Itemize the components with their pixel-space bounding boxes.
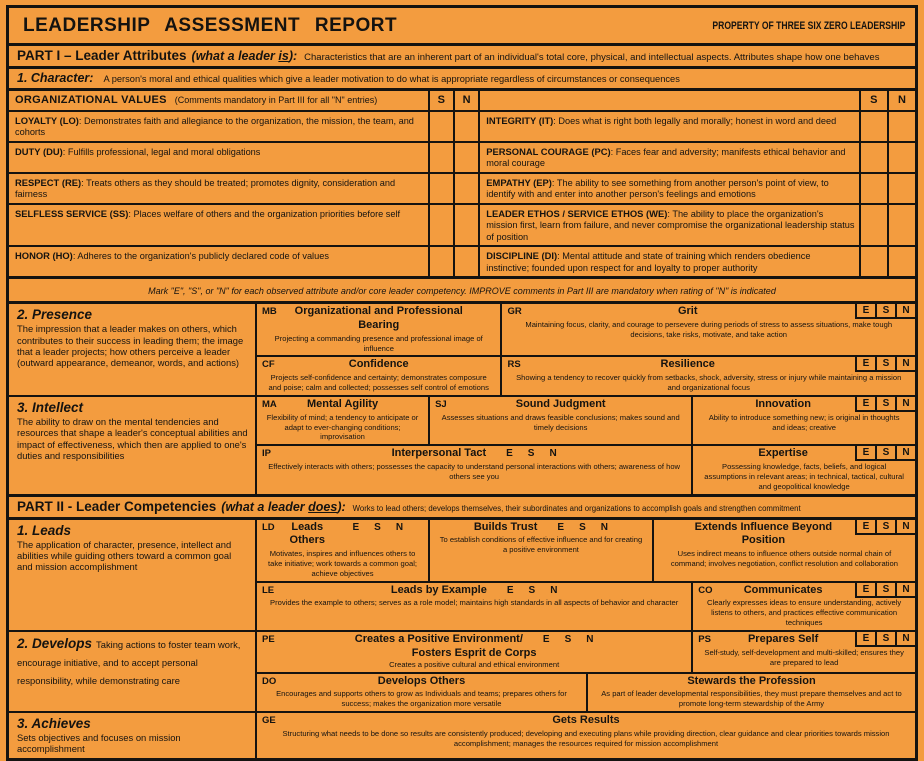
attribute-description: Provides the example to others; serves as a role model; maintains high standards in all aspects of behavior and character — [270, 598, 679, 608]
rating-box-n[interactable]: N — [895, 446, 915, 461]
mark-cell-n-selfless-service-ss[interactable] — [453, 203, 478, 246]
attribute-description: Encourages and supports others to grow as Individuals and teams; prepares others for success; makes the organization more versatile — [276, 689, 567, 709]
value-personal-courage-pc: PERSONAL COURAGE (PC): Faces fear and adversity; manifests ethical behavior and moral courage — [478, 141, 859, 172]
mark-cell-s-selfless-service-ss[interactable] — [428, 203, 453, 246]
rating-letter-n[interactable]: N — [550, 584, 558, 596]
column-header-s: S — [859, 91, 887, 110]
rating-box-e[interactable]: E — [855, 520, 875, 535]
rating-letters-esn — [506, 448, 557, 459]
attribute-code-cf: CF — [262, 359, 275, 371]
attribute-title: Resilience — [660, 358, 715, 371]
mark-instruction-band — [9, 276, 915, 301]
character-band — [9, 66, 915, 88]
rating-letter-n[interactable]: N — [395, 521, 404, 533]
cell-mental-agility — [257, 397, 428, 444]
mark-cell-n-discipline-di[interactable] — [887, 245, 915, 276]
section-2-presence — [9, 304, 915, 395]
attribute-code-le: LE — [262, 584, 275, 596]
attribute-code-co: CO — [698, 584, 713, 596]
rating-box-s[interactable]: S — [875, 304, 895, 319]
attribute-title: Leads by Example — [390, 583, 487, 596]
attribute-description: Projects self-confidence and certainty; demonstrates composure and poise; calm and collected; possesses self control of emotions — [268, 373, 489, 393]
attribute-title: Innovation — [755, 397, 811, 410]
mark-instruction: Mark "E", "S", or "N" for each observed attribute and/or core leader competency. IMPROVE comments in Part III are mandatory when rating of "N" is indicated — [148, 286, 776, 297]
attribute-title: Extends Influence Beyond Position — [694, 520, 833, 547]
part2-competencies-grid — [9, 517, 915, 758]
attribute-description: Clearly expresses ideas to ensure understanding, actively listens to others, and practices effective communication techniques — [707, 598, 902, 628]
cell-confidence — [257, 357, 500, 394]
attribute-description: As part of leader developmental responsibilities, they must prepare themselves and act to promote long-term stewardship of the Army — [601, 689, 902, 709]
mark-cell-s-discipline-di[interactable] — [859, 245, 887, 276]
mark-cell-n-loyalty-lo[interactable] — [453, 110, 478, 141]
attribute-code-ip: IP — [262, 448, 271, 460]
column-header-n: N — [887, 91, 915, 110]
section-description: Taking actions to foster team work, encourage initiative, and to accept personal responsibility, while demonstrating care — [17, 639, 241, 686]
cell-grit — [500, 304, 915, 355]
rating-box-s[interactable]: S — [875, 583, 895, 598]
attribute-description: Motivates, inspires and influences others to take initiative; work towards a common goal; achieve objectives — [268, 549, 418, 578]
rating-letter-n[interactable]: N — [586, 634, 594, 645]
form-frame — [6, 5, 918, 761]
attribute-description: Flexibility of mind; a tendency to anticipate or adapt to ever-changing conditions; improvisation — [266, 412, 419, 442]
values-table-header-right — [478, 91, 859, 110]
property-notice: PROPERTY OF THREE SIX ZERO LEADERSHIP — [712, 20, 905, 32]
cell-expertise — [691, 446, 915, 493]
attribute-description: Self-study, self-development and multi-skilled; ensures they are prepared to lead — [704, 647, 904, 667]
rating-box-e[interactable]: E — [855, 583, 875, 598]
rating-letter-s[interactable]: S — [579, 521, 586, 533]
value-honor-ho: HONOR (HO): Adheres to the organization's publicly declared code of values — [9, 245, 428, 276]
attribute-title: Builds Trust — [473, 520, 538, 533]
section-label: 2. Presence — [17, 307, 93, 323]
section-1-leads — [9, 520, 915, 630]
section-2-develops — [9, 630, 915, 711]
rating-box-s[interactable]: S — [875, 357, 895, 372]
part2-label: PART II - Leader Competencies — [17, 498, 217, 514]
rating-box-n[interactable]: N — [895, 397, 915, 412]
competency-row — [257, 520, 915, 581]
rating-box-s[interactable]: S — [875, 632, 895, 647]
rating-letter-s[interactable]: S — [528, 584, 536, 596]
competency-row — [257, 672, 915, 711]
cell-builds-trust — [428, 520, 652, 581]
section-3-intellect — [9, 395, 915, 494]
value-respect-re: RESPECT (RE): Treats others as they should be treated; promotes dignity, consideration and fairness — [9, 172, 428, 203]
part1-subtitle: (what a leader is): — [191, 49, 298, 63]
attribute-description: Ability to introduce something new; is original in thoughts and ideas; creative — [708, 412, 900, 432]
part2-description: Works to lead others; develops themselves, their subordinates and organizations to accomplish goals and strengthen commitment — [352, 503, 801, 513]
attribute-title: Communicates — [743, 583, 823, 596]
cell-resilience — [500, 357, 915, 394]
column-header-n: N — [453, 91, 478, 110]
attribute-description: Effectively interacts with others; possesses the capacity to understand personal interactions with others; awareness of how others see you — [268, 462, 681, 481]
rating-letter-s[interactable]: S — [374, 521, 381, 533]
attribute-title-line2: Fosters Esprit de Corps — [411, 646, 537, 659]
rating-boxes-esn — [855, 632, 915, 647]
attribute-description: Maintaining focus, clarity, and courage to persevere during periods of stress to assess situations, make tough decisions, take risks, motivate, and take action — [525, 320, 893, 339]
competency-row — [257, 397, 915, 444]
rating-box-e[interactable]: E — [855, 304, 875, 319]
mark-cell-n-integrity-it[interactable] — [887, 110, 915, 141]
rating-box-e[interactable]: E — [855, 357, 875, 372]
character-description: A person's moral and ethical qualities which give a leader motivation to do what is appropriate regardless of circumstances or consequences — [103, 74, 680, 84]
part1-description: Characteristics that are an inherent part of an individual's total core, physical, and intellectual aspects. Attributes shape how one behaves — [304, 52, 880, 63]
mark-cell-s-integrity-it[interactable] — [859, 110, 887, 141]
organizational-values-table — [9, 88, 915, 276]
rating-box-n[interactable]: N — [895, 520, 915, 535]
mark-cell-n-leader-ethos-service-ethos-we[interactable] — [887, 203, 915, 246]
attribute-title: Organizational and Professional Bearing — [294, 305, 463, 331]
rating-box-n[interactable]: N — [895, 357, 915, 372]
section-block-2-develops — [9, 632, 257, 711]
rating-box-s[interactable]: S — [875, 520, 895, 535]
rating-box-e[interactable]: E — [855, 397, 875, 412]
mark-cell-s-duty-du[interactable] — [428, 141, 453, 172]
attribute-description: Assesses situations and draws feasible conclusions; makes sound and timely decisions — [441, 412, 680, 432]
competency-row — [257, 581, 915, 630]
attribute-code-pe: PE — [262, 634, 275, 645]
rating-boxes-esn — [855, 304, 915, 319]
attribute-code-ps: PS — [698, 634, 711, 645]
section-label: 3. Intellect — [17, 399, 84, 415]
rating-boxes-esn — [855, 446, 915, 461]
mark-cell-s-personal-courage-pc[interactable] — [859, 141, 887, 172]
mark-cell-s-leader-ethos-service-ethos-we[interactable] — [859, 203, 887, 246]
competency-row — [257, 444, 915, 493]
character-label: 1. Character: — [17, 71, 94, 85]
attribute-code-rs: RS — [507, 359, 521, 371]
rating-boxes-esn — [855, 583, 915, 598]
rating-letter-e[interactable]: E — [506, 584, 514, 596]
cell-leads-by-example — [257, 583, 691, 630]
rating-letter-n[interactable]: N — [600, 521, 608, 533]
attribute-code-mb: MB — [262, 306, 277, 318]
rating-letter-e[interactable]: E — [557, 521, 565, 533]
section-label: 1. Leads — [17, 522, 72, 538]
attribute-title: Confidence — [348, 358, 409, 371]
rating-letter-e[interactable]: E — [352, 521, 360, 533]
part1-attributes-grid — [9, 301, 915, 493]
section-3-achieves — [9, 711, 915, 758]
attribute-title: Stewards the Profession — [687, 674, 816, 687]
attribute-title: Sound Judgment — [515, 397, 606, 410]
cell-develops-others — [257, 674, 586, 711]
rating-letter-s[interactable]: S — [564, 634, 572, 645]
rating-box-e[interactable]: E — [855, 446, 875, 461]
competency-row — [257, 632, 915, 672]
cell-leads-others — [257, 520, 428, 581]
attribute-description: Structuring what needs to be done so results are consistently produced; developing and executing plans while providing direction, clear guidance and clear priorities towards mission accomplishment; manages the resources required for mission accomplishment — [282, 728, 890, 748]
section-description: The ability to draw on the mental tendencies and resources that shape a leader's conceptual abilities and impact of effectiveness, which then are applied to one's duties and responsibilities — [17, 415, 248, 461]
cell-communicates — [691, 583, 915, 630]
attribute-title: Develops Others — [377, 674, 466, 687]
rating-boxes-esn — [855, 520, 915, 535]
value-duty-du: DUTY (DU): Fulfills professional, legal and moral obligations — [9, 141, 428, 172]
attribute-description: Possessing knowledge, facts, beliefs, and logical assumptions in relevant areas; in technical, tactical, cultural and geopolitical knowledge — [704, 462, 904, 491]
rating-letter-s[interactable]: S — [527, 448, 535, 460]
mark-cell-n-honor-ho[interactable] — [453, 245, 478, 276]
attribute-description: Showing a tendency to recover quickly from setbacks, shock, adversity, stress or injury while maintaining a mission and organizational focus — [516, 373, 902, 393]
rating-box-e[interactable]: E — [855, 632, 875, 647]
part1-heading-band — [9, 43, 915, 66]
value-empathy-ep: EMPATHY (EP): The ability to see something from another person's point of view, to identify with and enter into another person's feelings and emotions — [478, 172, 859, 203]
cell-interpersonal-tact — [257, 446, 691, 493]
section-label: 2. Develops — [17, 636, 93, 651]
header — [9, 8, 915, 43]
part2-subtitle: (what a leader does): — [221, 499, 346, 514]
mark-cell-s-honor-ho[interactable] — [428, 245, 453, 276]
rating-boxes-esn — [855, 357, 915, 372]
value-loyalty-lo: LOYALTY (LO): Demonstrates faith and allegiance to the organization, the mission, the team, and cohorts — [9, 110, 428, 141]
rating-letter-n[interactable]: N — [549, 448, 557, 460]
section-description: The impression that a leader makes on others, which contributes to their success in leading them; the image that a leader projects; how others perceive a leader (outward appearance, demeanor, words, and actions) — [17, 323, 244, 369]
competency-row — [257, 713, 915, 758]
mark-cell-s-loyalty-lo[interactable] — [428, 110, 453, 141]
competency-row — [257, 304, 915, 355]
value-discipline-di: DISCIPLINE (DI): Mental attitude and state of training which renders obedience instinctive; founded upon respect for and loyalty to proper authority — [478, 245, 859, 276]
value-leader-ethos-service-ethos-we: LEADER ETHOS / SERVICE ETHOS (WE): The ability to place the organization's mission first, learn from failure, and never compromise the organizational leadership status of position — [478, 203, 859, 246]
rating-box-s[interactable]: S — [875, 446, 895, 461]
attribute-description: Projecting a commanding presence and professional image of influence — [274, 333, 483, 353]
section-label: 3. Achieves — [17, 716, 91, 732]
column-header-s: S — [428, 91, 453, 110]
attribute-title: Gets Results — [552, 714, 620, 727]
rating-letter-e[interactable]: E — [506, 448, 513, 460]
attribute-code-ma: MA — [262, 398, 277, 410]
rating-box-n[interactable]: N — [895, 583, 915, 598]
page-title: LEADERSHIP ASSESSMENT REPORT — [23, 15, 398, 36]
cell-gets-results — [257, 713, 915, 758]
attribute-description: Creates a positive cultural and ethical environment — [389, 659, 560, 669]
section-block-2-presence — [9, 304, 257, 395]
cell-sound-judgment — [428, 397, 691, 444]
rating-box-s[interactable]: S — [875, 397, 895, 412]
cell-stewards-the-profession — [586, 674, 915, 711]
value-integrity-it: INTEGRITY (IT): Does what is right both legally and morally; honest in word and deed — [478, 110, 859, 141]
attribute-code-ld: LD — [262, 521, 275, 533]
values-table-header: ORGANIZATIONAL VALUES (Comments mandatory in Part III for all "N" entries) — [15, 94, 378, 106]
rating-letters-esn — [353, 522, 404, 533]
competency-row — [257, 355, 915, 394]
rating-letters-esn — [507, 585, 558, 596]
part1-label: PART I – Leader Attributes — [17, 48, 187, 63]
mark-cell-s-empathy-ep[interactable] — [859, 172, 887, 203]
rating-letters-esn — [557, 522, 608, 533]
attribute-title: Interpersonal Tact — [391, 447, 487, 460]
value-selfless-service-ss: SELFLESS SERVICE (SS): Places welfare of others and the organization priorities before self — [9, 203, 428, 246]
attribute-code-do: DO — [262, 675, 277, 687]
cell-organizational-and-professional-bearing — [257, 304, 500, 355]
attribute-title: Prepares Self — [747, 633, 819, 645]
mark-cell-n-respect-re[interactable] — [453, 172, 478, 203]
attribute-description: To establish conditions of effective influence and for creating a positive environment — [439, 535, 643, 555]
section-block-3-intellect — [9, 397, 257, 494]
attribute-code-sj: SJ — [435, 398, 447, 410]
part2-heading-band — [9, 494, 915, 517]
rating-letters-esn — [543, 634, 594, 645]
attribute-title: Grit — [677, 305, 698, 318]
mark-cell-n-duty-du[interactable] — [453, 141, 478, 172]
rating-box-n[interactable]: N — [895, 304, 915, 319]
attribute-title: Mental Agility — [306, 397, 379, 410]
attribute-title: Leads Others — [289, 520, 325, 547]
attribute-code-gr: GR — [507, 306, 522, 318]
attribute-code-ge: GE — [262, 715, 276, 727]
mark-cell-s-respect-re[interactable] — [428, 172, 453, 203]
rating-box-n[interactable]: N — [895, 632, 915, 647]
cell-innovation — [691, 397, 915, 444]
mark-cell-n-empathy-ep[interactable] — [887, 172, 915, 203]
attribute-title: Expertise — [758, 447, 808, 460]
cell-extends-influence-beyond-position — [652, 520, 915, 581]
section-description: The application of character, presence, intellect and abilities while guiding others toward a common goal and mission accomplishment — [17, 538, 232, 573]
mark-cell-n-personal-courage-pc[interactable] — [887, 141, 915, 172]
rating-letter-e[interactable]: E — [542, 634, 550, 645]
attribute-description: Uses indirect means to influence others outside normal chain of command; involves negotiation, conflict resolution and collaboration — [670, 549, 898, 568]
rating-boxes-esn — [855, 397, 915, 412]
cell-prepares-self — [691, 632, 915, 672]
attribute-title: Creates a Positive Environment/ — [354, 633, 523, 645]
section-block-3-achieves — [9, 713, 257, 758]
cell-creates-a-positive-environment — [257, 632, 691, 672]
section-description: Sets objectives and focuses on mission accomplishment — [17, 732, 181, 755]
section-block-1-leads — [9, 520, 257, 630]
